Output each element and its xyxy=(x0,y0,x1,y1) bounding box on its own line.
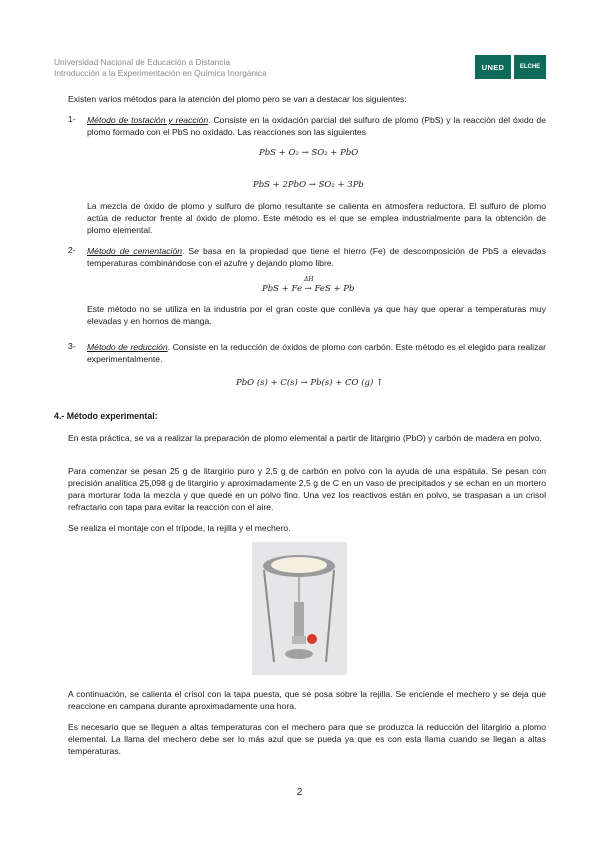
uned-elche-logo xyxy=(475,55,546,79)
equation-1: PbS + O₂ → SO₂ + PbO xyxy=(259,148,359,158)
method-1-paragraph xyxy=(87,114,546,138)
paragraph-5: Es necesario que se lleguen a altas temperaturas con el mechero para que se produzca la reducción del litargirio a plomo elemental. La llama del mechero debe ser lo más azul que se pueda ya que es con esta llama cuando se llegan a altas temperaturas. xyxy=(68,722,546,756)
method-3-paragraph xyxy=(87,341,546,365)
method-3-title: Método de reducción xyxy=(87,342,168,352)
equation-3: PbS + Fe → FeS + Pb xyxy=(262,284,355,294)
uned-logo: UNED xyxy=(475,55,511,79)
equation-2: PbS + 2PbO → SO₂ + 3Pb xyxy=(253,180,364,190)
paragraph-3: Se realiza el montaje con el trípode, la rejilla y el mechero. xyxy=(68,523,291,533)
method-1-text: . Consiste en la oxidación parcial del sulfuro de plomo (PbS) y la reacción del óxido de plomo formado con el PbS no oxidado. Las reacciones son las siguientes xyxy=(87,115,546,137)
intro-paragraph: Existen varios métodos para la atención del plomo pero se van a destacar los siguientes: xyxy=(68,94,407,104)
course-name: Introducción a la Experimentación en Química Inorgánica xyxy=(54,68,267,78)
method-3-text: . Consiste en la reducción de óxidos de plomo con carbón. Este método es el elegido para realizar experimentalmente. xyxy=(87,342,546,364)
page-number: 2 xyxy=(296,787,303,798)
method-2-text: . Se basa en la propiedad que tiene el hierro (Fe) de descomposición de PbS a elevadas temperaturas combinándose con el azufre y dejando plomo libre. xyxy=(87,246,546,268)
elche-logo: ELCHE xyxy=(513,55,546,79)
method-2-number: 2- xyxy=(68,245,76,255)
method-2-title: Método de cementación xyxy=(87,246,183,256)
header-text xyxy=(54,57,267,79)
tripod-burner-photo xyxy=(252,542,347,675)
paragraph-4: A continuación, se calienta el crisol con la tapa puesta, que se posa sobre la rejilla. Se enciende el mechero y se deja que reaccione en campana durante aproximadamente una hora. xyxy=(68,689,546,711)
university-name: Universidad Nacional de Educación a Distancia xyxy=(54,57,230,67)
section-title: 4.- Método experimental: xyxy=(54,411,158,421)
method-1-title: Método de tostación y reacción xyxy=(87,115,209,125)
paragraph-2: Para comenzar se pesan 25 g de litargirio puro y 2,5 g de carbón en polvo con la ayuda de una espátula. Se pesan con precisión analítica 25,098 g de litargirio y aproximadamente 2,5 g de C en un vaso de precipitados y se echan en un mortero para morturar toda la mezcla y que quede en un polvo fino. Una vez los reactivos están en polvo, se traspasan a un crisol refractario con tapa para evitar la reacción con el aire. xyxy=(68,466,546,512)
paragraph-1: En esta práctica, se va a realizar la preparación de plomo elemental a partir de litargirio (PbO) y carbón de madera en polvo. xyxy=(68,433,542,443)
delta-h-label: ΔH xyxy=(304,276,314,283)
method-1-number: 1- xyxy=(68,114,76,124)
equation-4: PbO (s) + C(s) → Pb(s) + CO (g) ↑ xyxy=(236,378,384,388)
method-3-number: 3- xyxy=(68,341,76,351)
method-2-after: Este método no se utiliza en la industria por el gran coste que conlleva ya que hay que operar a temperaturas muy elevadas y en hornos de manga. xyxy=(87,304,546,326)
method-1-after: La mezcla de óxido de plomo y sulfuro de plomo resultante se calienta en atmosfera reductora. El sulfuro de plomo actúa de reductor frente al óxido de plomo. Este método es el que se emplea industrialmente para la obtención de plomo elemental. xyxy=(87,201,546,235)
tripod-burner-illustration xyxy=(252,542,347,675)
method-2-paragraph xyxy=(87,245,546,269)
